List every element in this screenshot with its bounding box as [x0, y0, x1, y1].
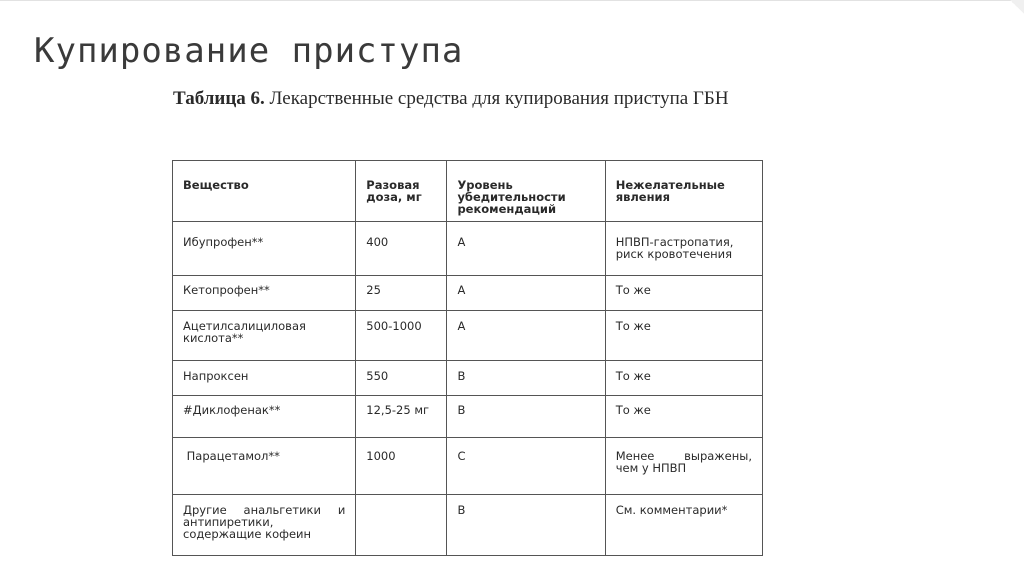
- cell-substance: Ибупрофен**: [173, 222, 356, 276]
- header-level: Уровень убедительности рекомендаций: [447, 161, 605, 222]
- cell-substance: #Диклофенак**: [173, 396, 356, 438]
- slide-corner-decoration: [1010, 0, 1024, 14]
- cell-effects: То же: [605, 396, 762, 438]
- cell-substance-line2: антипиретики, содержащие кофеин: [183, 515, 312, 541]
- cell-effects: [605, 438, 762, 495]
- cell-dose: 1000: [356, 438, 447, 495]
- cell-level: B: [447, 495, 605, 556]
- cell-substance: Напроксен: [173, 361, 356, 396]
- cell-substance: Ацетилсалициловая кислота**: [173, 311, 356, 361]
- cell-dose: 550: [356, 361, 447, 396]
- cell-substance: Кетопрофен**: [173, 276, 356, 311]
- table-caption: [173, 84, 773, 114]
- table-row: [173, 361, 763, 396]
- table-row: [173, 396, 763, 438]
- table-row: [173, 222, 763, 276]
- header-effects: Нежелательные явления: [605, 161, 762, 222]
- table-caption-label: Таблица 6.: [173, 88, 265, 109]
- cell-effects-line1: Менее выражены,: [615, 449, 752, 463]
- table-row: [173, 438, 763, 495]
- cell-effects: То же: [605, 276, 762, 311]
- cell-effects: То же: [605, 311, 762, 361]
- cell-level: A: [447, 222, 605, 276]
- cell-substance-line1: Другие анальгетики и: [183, 503, 346, 517]
- cell-level: A: [447, 311, 605, 361]
- table-row: [173, 276, 763, 311]
- cell-dose: [356, 495, 447, 556]
- cell-level: A: [447, 276, 605, 311]
- drugs-table: [172, 160, 763, 556]
- table-header-row: [173, 161, 763, 222]
- slide-title: Купирование приступа: [34, 30, 464, 71]
- cell-dose: 500-1000: [356, 311, 447, 361]
- cell-substance: [173, 438, 356, 495]
- cell-substance: [173, 495, 356, 556]
- cell-level: B: [447, 396, 605, 438]
- cell-effects: См. комментарии*: [605, 495, 762, 556]
- cell-effects: НПВП-гастропатия, риск кровотечения: [605, 222, 762, 276]
- cell-substance-text: Парацетамол**: [186, 449, 280, 463]
- cell-dose: 12,5-25 мг: [356, 396, 447, 438]
- cell-effects-line2: чем у НПВП: [615, 461, 687, 475]
- header-substance: Вещество: [173, 161, 356, 222]
- header-dose: Разовая доза, мг: [356, 161, 447, 222]
- table-row: [173, 495, 763, 556]
- cell-effects: То же: [605, 361, 762, 396]
- table-caption-text: Лекарственные средства для купирования приступа ГБН: [269, 88, 729, 109]
- cell-level: B: [447, 361, 605, 396]
- cell-dose: 400: [356, 222, 447, 276]
- table-row: [173, 311, 763, 361]
- cell-level: C: [447, 438, 605, 495]
- cell-dose: 25: [356, 276, 447, 311]
